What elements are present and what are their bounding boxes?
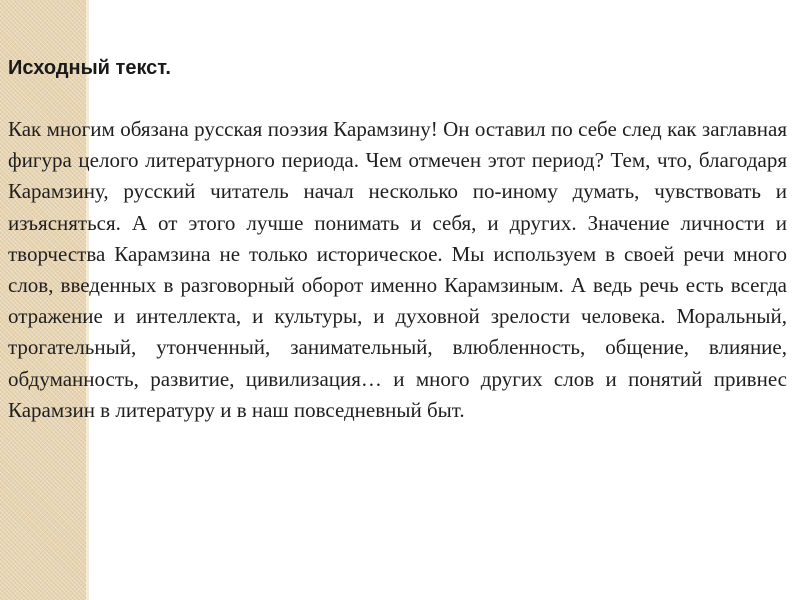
text-slide [8, 52, 792, 600]
slide-heading: Исходный текст. [8, 57, 171, 79]
source-text-paragraph: Как многим обязана русская поэзия Карамзину! Он оставил по себе след как заглавная фигура целого литературного периода. Чем отмечен этот период? Тем, что, благодаря Карамзину, русский читатель начал несколько по-иному думать, чувствовать и изъясняться. А от этого лучше понимать и себя, и других. Значение личности и творчества Карамзина не только историческое. Мы используем в своей речи много слов, введенных в разговорный оборот именно Карамзиным. А ведь речь есть всегда отражение и интеллекта, и культуры, и духовной зрелости человека. Моральный, трогательный, утонченный, занимательный, влюбленность, общение, влияние, обдуманность, развитие, цивилизация… и много других слов и понятий привнес Карамзин в литературу и в наш повседневный быт. [8, 117, 787, 422]
